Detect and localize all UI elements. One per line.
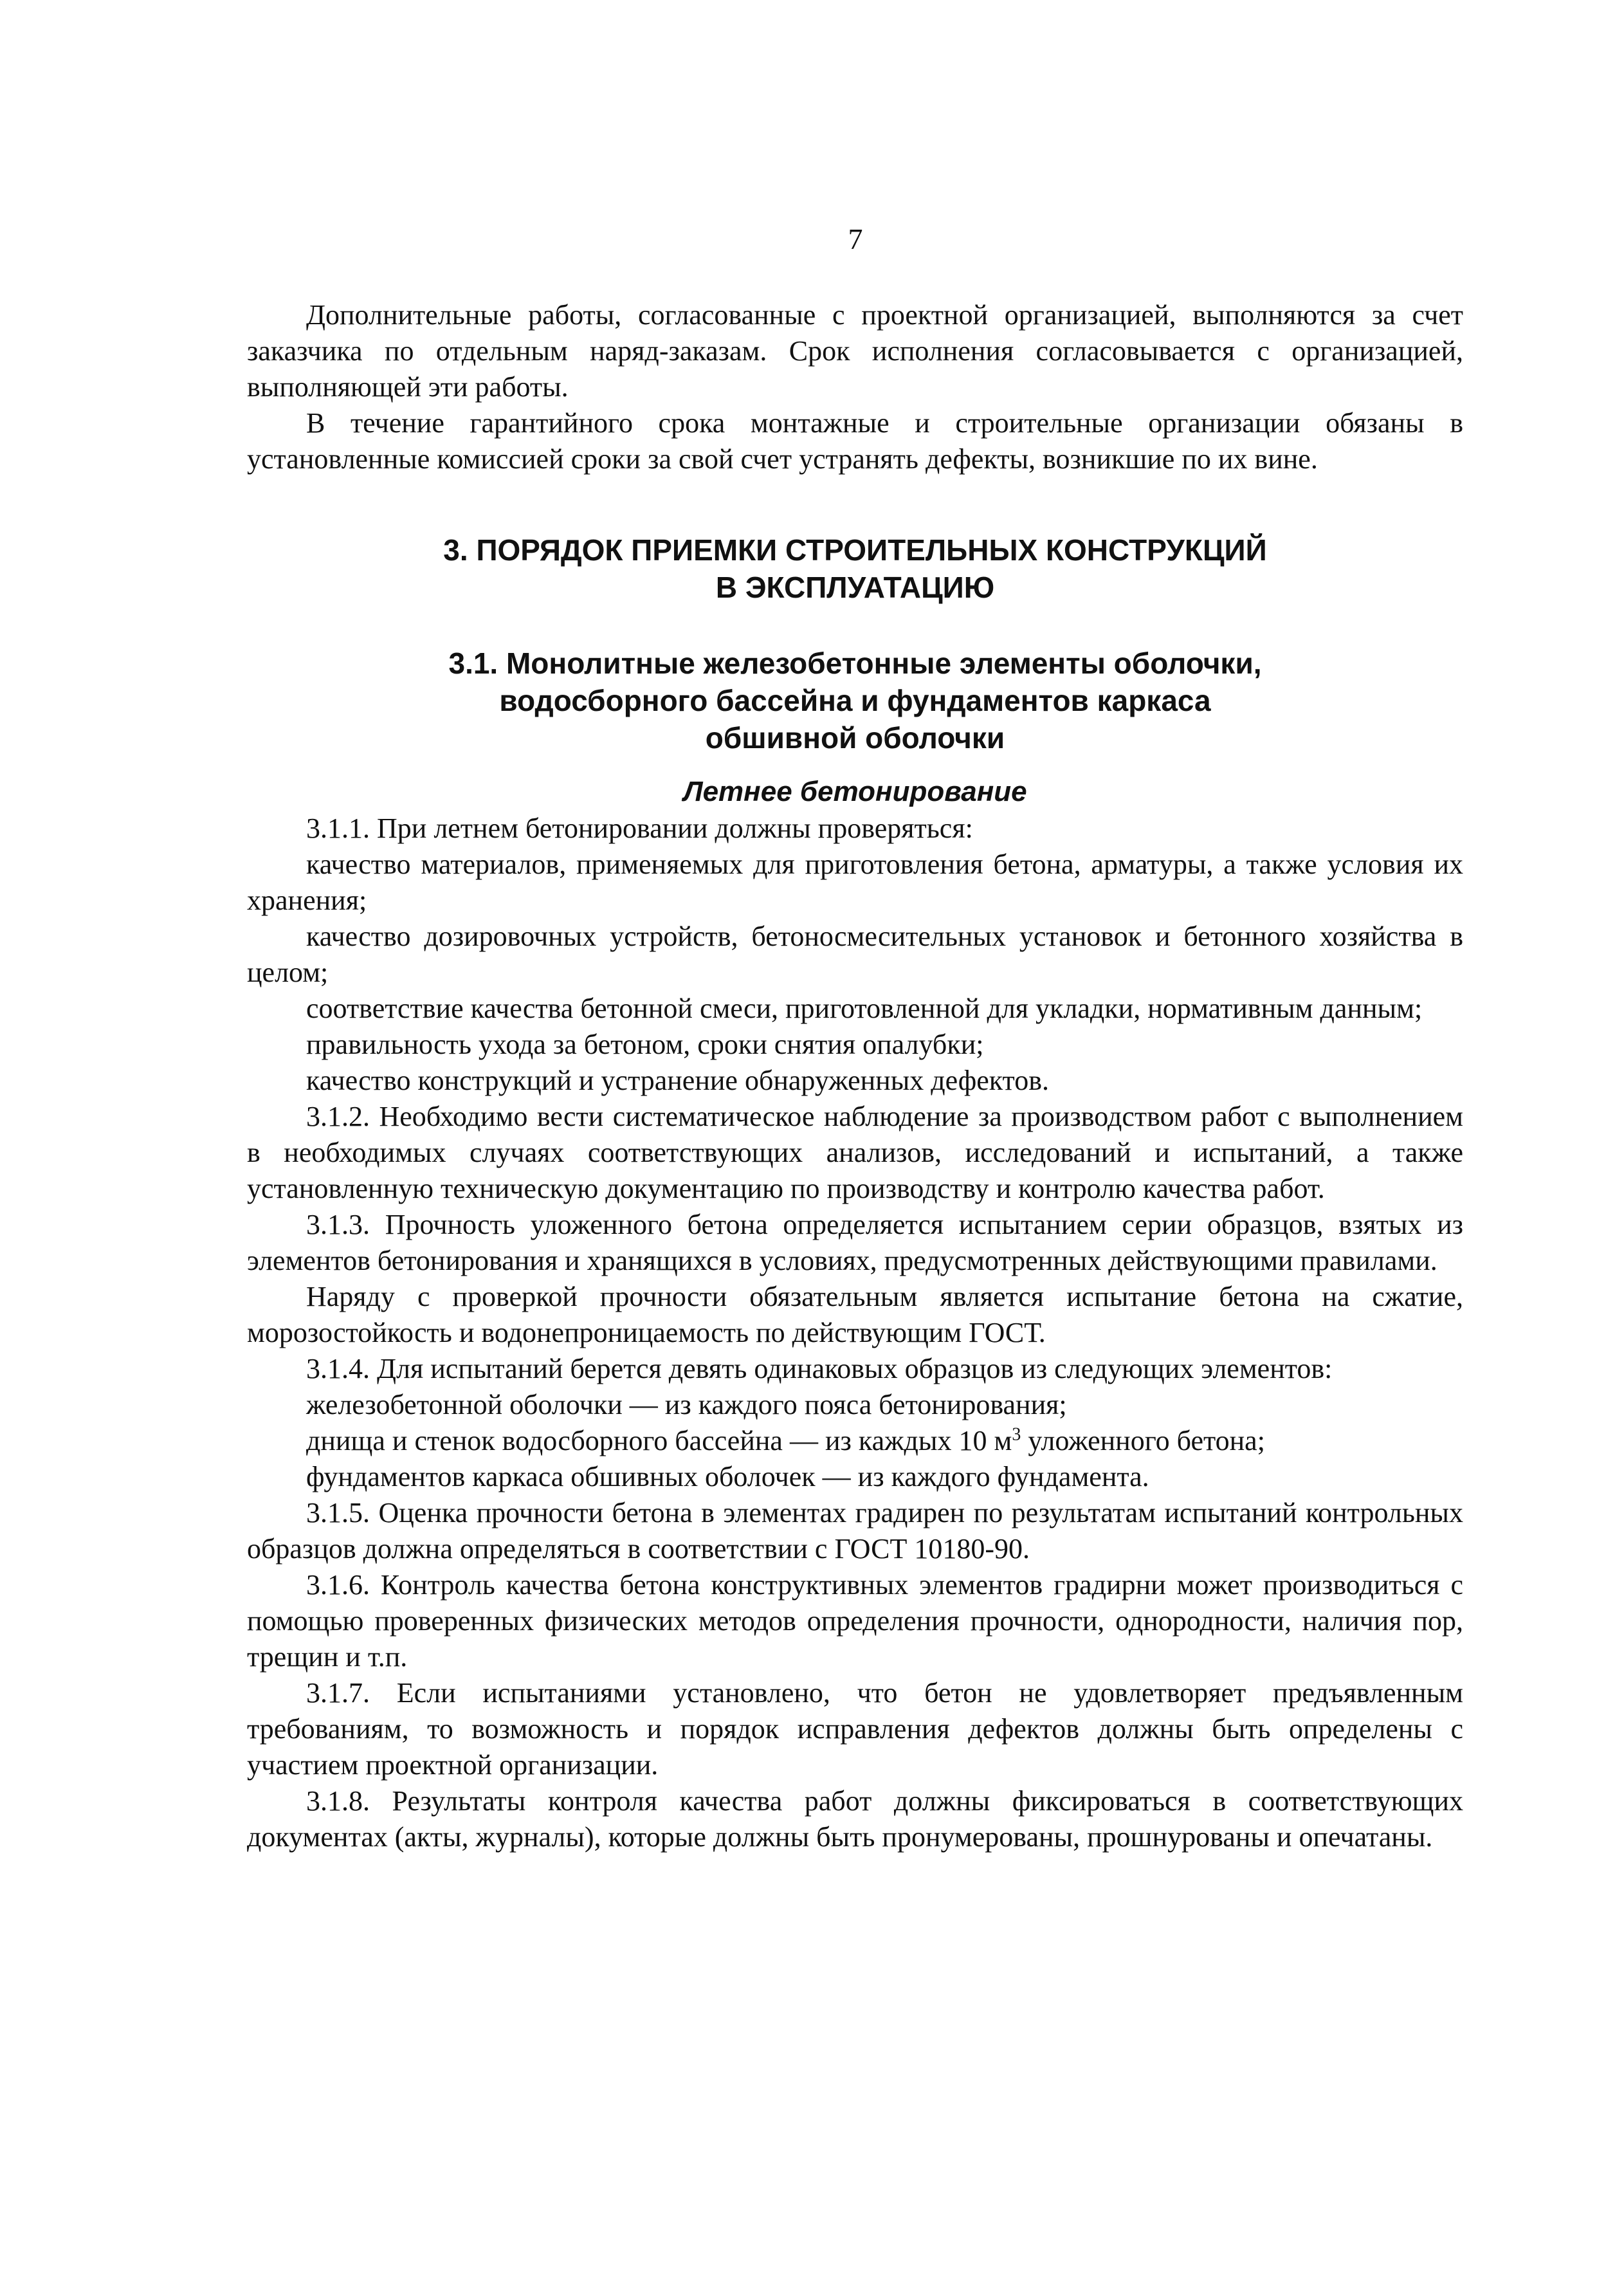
page-content — [247, 297, 1463, 1855]
subsection-title-line-1: 3.1. Монолитные железобетонные элементы оболочки, — [448, 647, 1262, 680]
paragraph-3-1-5: 3.1.5. Оценка прочности бетона в элементах градирен по результатам испытаний контрольных образцов должна определяться в соответствии с ГОСТ 10180-90. — [247, 1497, 1463, 1565]
summer-concreting-heading: Летнее бетонирование — [683, 776, 1027, 807]
paragraph-basin-samples — [247, 1423, 1463, 1459]
paragraph-defects: качество конструкций и устранение обнаруженных дефектов. — [306, 1065, 1049, 1096]
paragraph-3-1-8: 3.1.8. Результаты контроля качества работ должны фиксироваться в соответствующих документах (акты, журналы), которые должны быть пронумерованы, прошнурованы и опечатаны. — [247, 1785, 1463, 1853]
paragraph-3-1-1: 3.1.1. При летнем бетонировании должны проверяться: — [306, 812, 973, 844]
section-title-line-1: 3. ПОРЯДОК ПРИЕМКИ СТРОИТЕЛЬНЫХ КОНСТРУКЦИЙ — [443, 533, 1267, 567]
page-number: 7 — [848, 223, 863, 255]
spacer — [247, 606, 1463, 645]
basin-samples-text: днища и стенок водосборного бассейна — из каждых 10 м — [306, 1425, 1012, 1456]
subsection-title — [247, 645, 1463, 757]
paragraph-3-1-6: 3.1.6. Контроль качества бетона конструктивных элементов градирни может производиться с помощью проверенных физических методов определения прочности, однородности, наличия пор, трещин и т.п. — [247, 1569, 1463, 1673]
paragraph-strength-testing: Наряду с проверкой прочности обязательным является испытание бетона на сжатие, морозостойкость и водонепроницаемость по действующим ГОСТ. — [247, 1281, 1463, 1348]
section-title — [247, 531, 1463, 606]
subsection-title-line-3: обшивной оболочки — [705, 721, 1005, 755]
spacer — [247, 757, 1463, 773]
paragraph-shell-samples: железобетонной оболочки — из каждого пояса бетонирования; — [306, 1389, 1067, 1420]
basin-samples-text-end: уложенного бетона; — [1021, 1425, 1265, 1456]
paragraph-materials-quality: качество материалов, применяемых для приготовления бетона, арматуры, а также условия их хранения; — [247, 849, 1463, 916]
paragraph-curing: правильность ухода за бетоном, сроки снятия опалубки; — [306, 1029, 984, 1060]
paragraph-warranty: В течение гарантийного срока монтажные и строительные организации обязаны в установленные комиссией сроки за свой счет устранять дефекты, возникшие по их вине. — [247, 407, 1463, 475]
paragraph-3-1-7: 3.1.7. Если испытаниями установлено, что бетон не удовлетворяет предъявленным требованиям, то возможность и порядок исправления дефектов должны быть определены с участием проектной организации. — [247, 1677, 1463, 1781]
paragraph-additional-works: Дополнительные работы, согласованные с проектной организацией, выполняются за счет заказчика по отдельным наряд-заказам. Срок исполнения согласовывается с организацией, выполняющей эти работы. — [247, 299, 1463, 403]
spacer — [247, 477, 1463, 531]
cubic-superscript: 3 — [1012, 1424, 1021, 1445]
paragraph-3-1-2: 3.1.2. Необходимо вести систематическое наблюдение за производством работ с выполнением в необходимых случаях соответствующих анализов, исследований и испытаний, а также установленную техническую документацию по производству и контролю качества работ. — [247, 1101, 1463, 1204]
paragraph-mix-compliance: соответствие качества бетонной смеси, приготовленной для укладки, нормативным данным; — [306, 993, 1423, 1024]
paragraph-3-1-3: 3.1.3. Прочность уложенного бетона определяется испытанием серии образцов, взятых из элементов бетонирования и хранящихся в условиях, предусмотренных действующими правилами. — [247, 1209, 1463, 1276]
paragraph-foundation-samples: фундаментов каркаса обшивных оболочек — из каждого фундамента. — [306, 1461, 1149, 1492]
section-title-line-2: В ЭКСПЛУАТАЦИЮ — [715, 571, 995, 604]
paragraph-dosing-quality: качество дозировочных устройств, бетоносмесительных установок и бетонного хозяйства в целом; — [247, 921, 1463, 988]
paragraph-3-1-4: 3.1.4. Для испытаний берется девять одинаковых образцов из следующих элементов: — [306, 1353, 1333, 1384]
subsection-title-line-2: водосборного бассейна и фундаментов каркаса — [499, 684, 1211, 717]
